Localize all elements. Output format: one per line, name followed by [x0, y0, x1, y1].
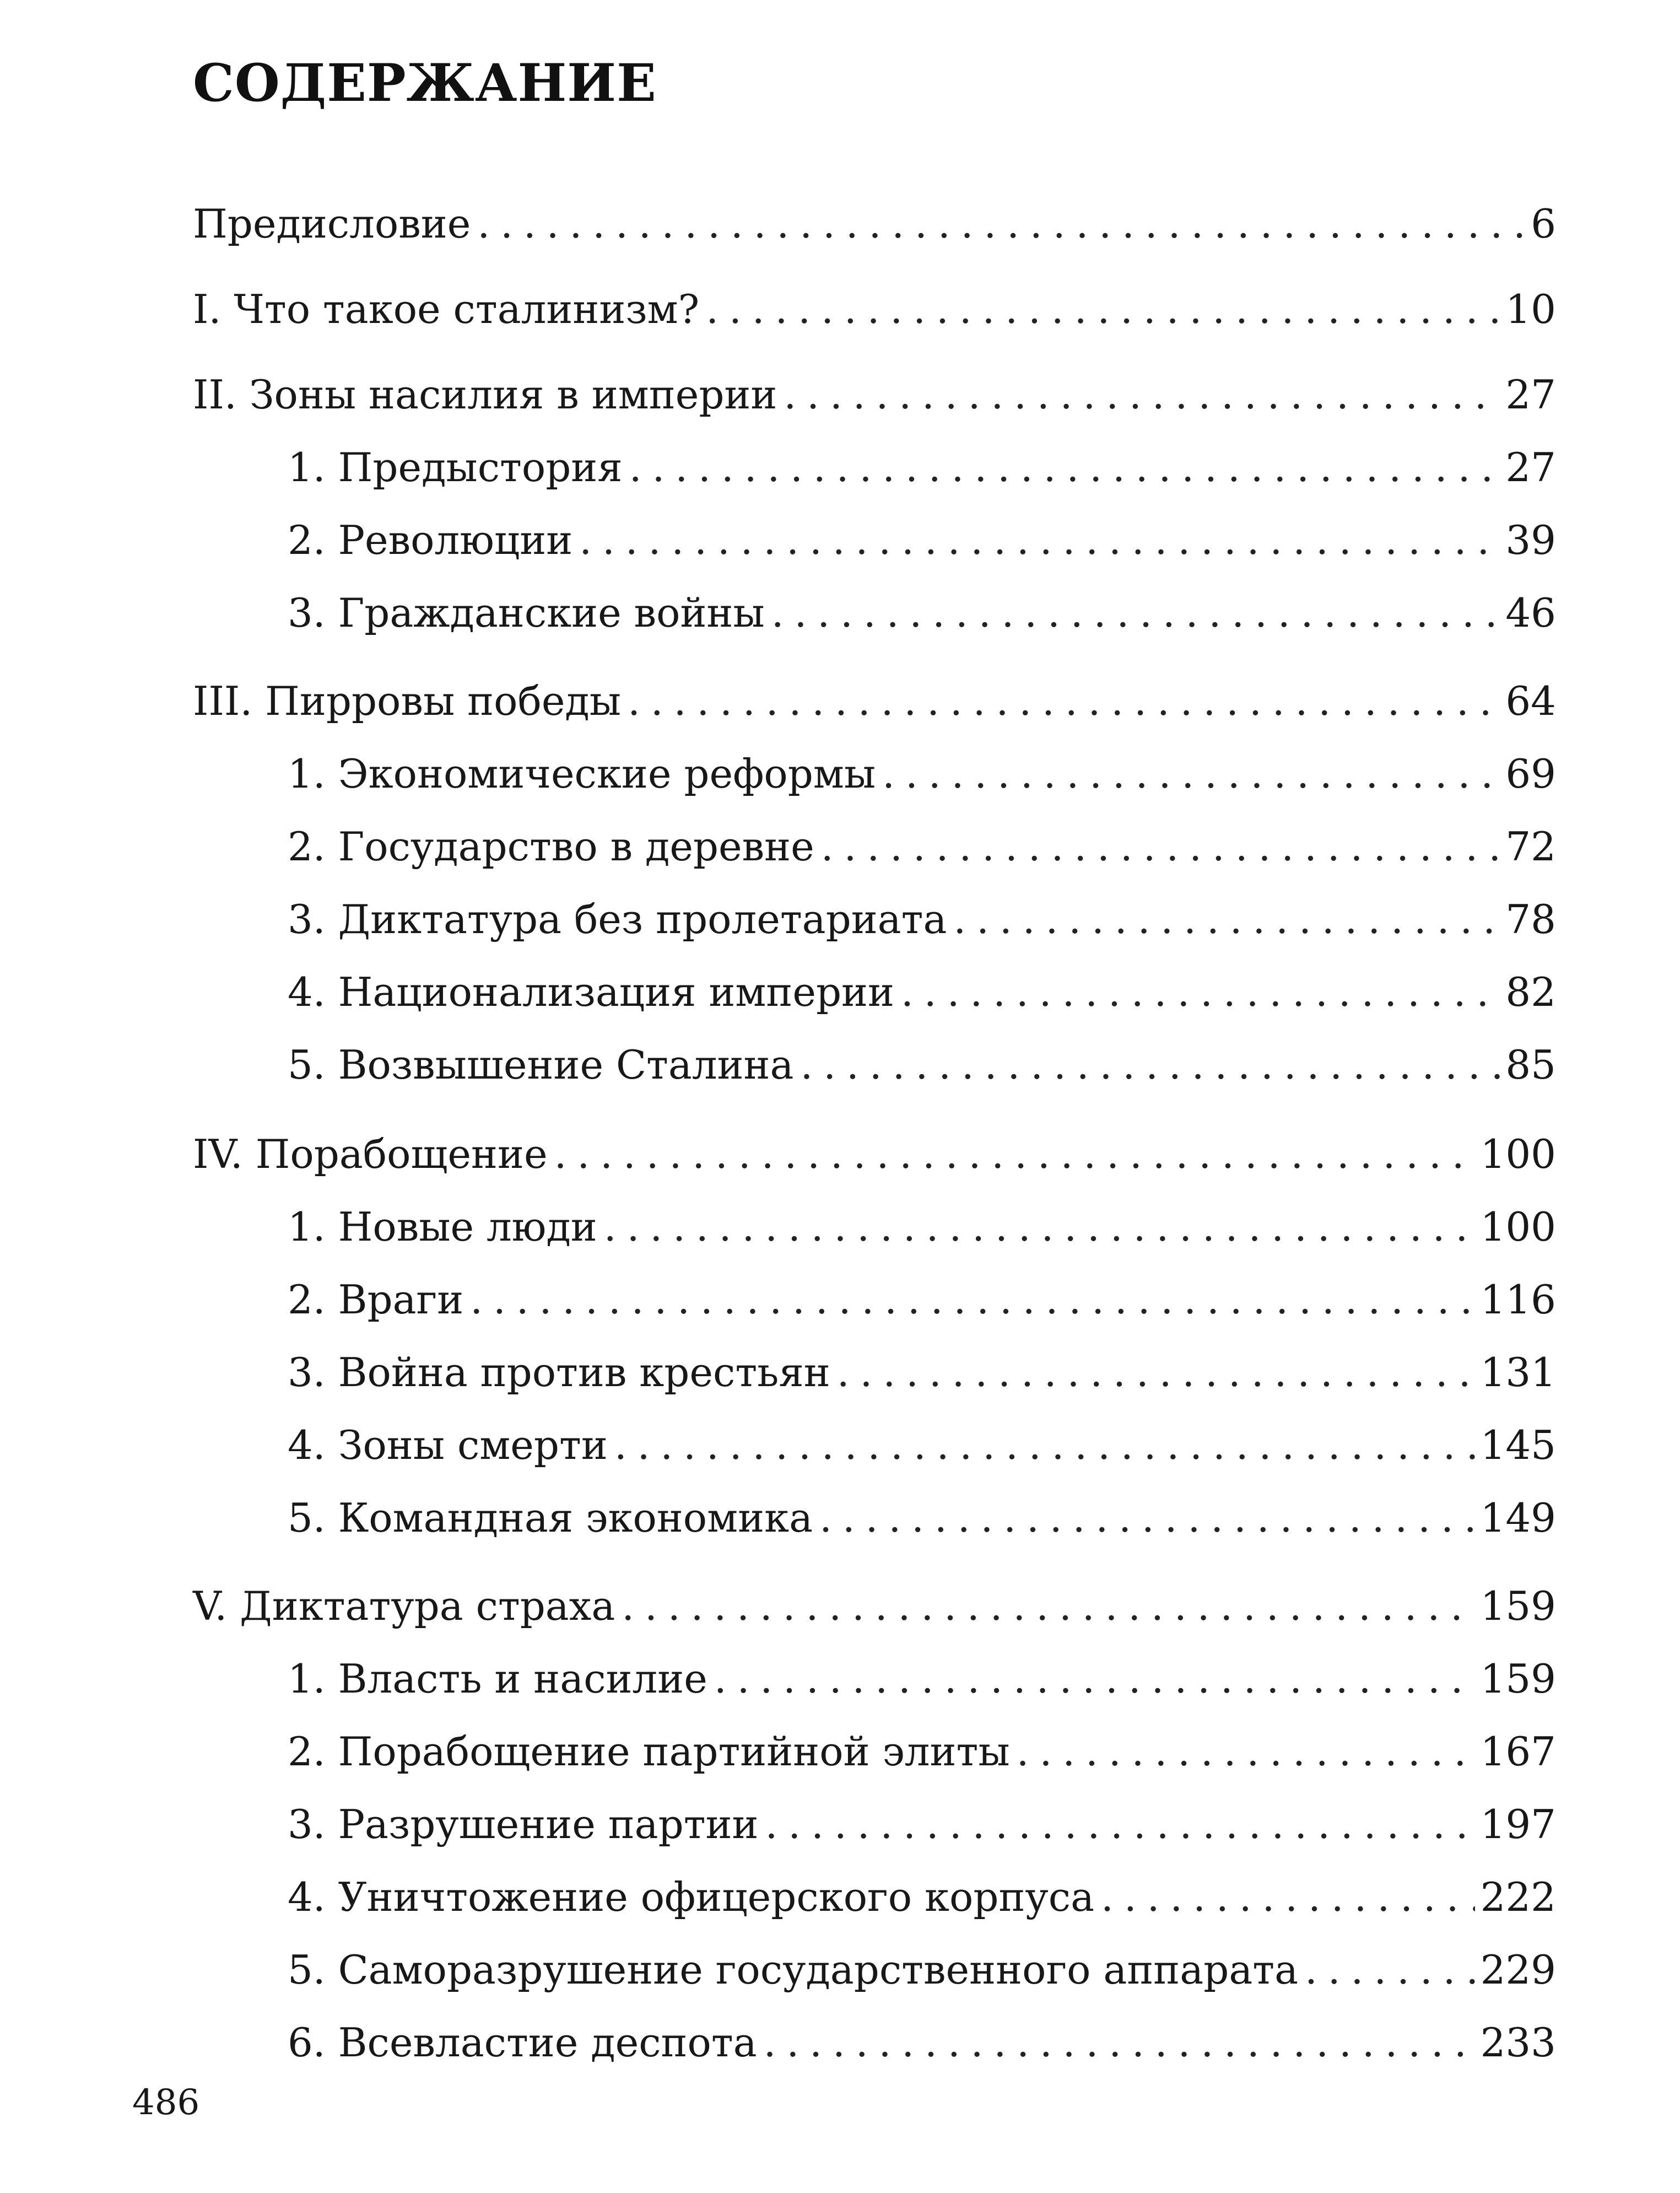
dot-leader [1305, 1950, 1475, 1990]
toc-entry-page: 159 [1480, 1583, 1556, 1629]
dot-leader [1101, 1877, 1475, 1917]
toc-section[interactable] [288, 1204, 1556, 1250]
dot-leader [819, 1498, 1475, 1538]
dot-leader [579, 520, 1500, 560]
toc-entry-label: 4. Национализация империи [288, 969, 895, 1015]
toc-section[interactable] [288, 969, 1556, 1015]
dot-leader [629, 448, 1500, 487]
toc-section[interactable] [288, 896, 1556, 942]
toc-entry-page: 27 [1505, 371, 1556, 418]
toc-entry-label: II. Зоны насилия в империи [193, 371, 777, 418]
toc-entry-label: 1. Предыстория [288, 444, 623, 491]
toc-entry-label: IV. Порабощение [193, 1131, 548, 1177]
toc-entry-page: 222 [1480, 1874, 1556, 1920]
toc-entry-page: 100 [1480, 1204, 1556, 1250]
toc-section[interactable] [288, 2019, 1556, 2066]
toc-chapter-4[interactable] [193, 1131, 1556, 1177]
toc-entry-page: 229 [1480, 1947, 1556, 1993]
dot-leader [765, 1804, 1475, 1844]
toc-chapter-1[interactable] [193, 286, 1556, 332]
toc-entry-page: 46 [1505, 590, 1556, 636]
table-of-contents [193, 0, 1556, 2193]
dot-leader [784, 375, 1500, 414]
toc-section[interactable] [288, 1495, 1556, 1541]
toc-entry-label: 5. Возвышение Сталина [288, 1042, 794, 1088]
dot-leader [821, 827, 1500, 866]
toc-section[interactable] [288, 1349, 1556, 1395]
toc-section[interactable] [288, 1276, 1556, 1323]
toc-entry-label: 2. Порабощение партийной элиты [288, 1728, 1010, 1775]
dot-leader [882, 754, 1500, 794]
toc-chapter-3[interactable] [193, 678, 1556, 724]
toc-entry-label: 2. Враги [288, 1276, 464, 1323]
toc-entry-label: 3. Война против крестьян [288, 1349, 830, 1395]
toc-entry-label: 2. Революции [288, 517, 573, 563]
toc-entry-preface[interactable] [193, 201, 1556, 247]
toc-entry-page: 131 [1480, 1349, 1556, 1395]
dot-leader [953, 899, 1500, 939]
toc-section[interactable] [288, 1728, 1556, 1775]
contents-heading: СОДЕРЖАНИЕ [193, 53, 657, 114]
dot-leader [764, 2023, 1475, 2062]
toc-section[interactable] [288, 1874, 1556, 1920]
toc-entry-label: 1. Экономические реформы [288, 751, 876, 797]
toc-section[interactable] [288, 1042, 1556, 1088]
toc-section[interactable] [288, 444, 1556, 491]
dot-leader [622, 1586, 1474, 1626]
toc-entry-label: 2. Государство в деревне [288, 823, 814, 870]
toc-entry-label: 5. Командная экономика [288, 1495, 813, 1541]
dot-leader [706, 289, 1500, 329]
toc-section[interactable] [288, 590, 1556, 636]
toc-entry-label: I. Что такое сталинизм? [193, 286, 700, 332]
toc-section[interactable] [288, 1422, 1556, 1468]
toc-entry-page: 69 [1505, 751, 1556, 797]
dot-leader [604, 1207, 1475, 1247]
toc-entry-label: 1. Новые люди [288, 1204, 597, 1250]
toc-entry-label: 4. Уничтожение офицерского корпуса [288, 1874, 1095, 1920]
toc-entry-label: III. Пирровы победы [193, 678, 622, 724]
toc-entry-page: 10 [1505, 286, 1556, 332]
toc-chapter-2[interactable] [193, 371, 1556, 418]
page-number: 486 [132, 2082, 200, 2123]
toc-entry-label: 4. Зоны смерти [288, 1422, 608, 1468]
dot-leader [771, 593, 1500, 633]
toc-chapter-5[interactable] [193, 1583, 1556, 1629]
toc-entry-page: 145 [1480, 1422, 1556, 1468]
toc-entry-page: 72 [1505, 823, 1556, 870]
toc-entry-page: 149 [1480, 1495, 1556, 1541]
toc-entry-page: 100 [1480, 1131, 1556, 1177]
dot-leader [1017, 1732, 1475, 1771]
toc-section[interactable] [288, 1801, 1556, 1847]
dot-leader [901, 972, 1500, 1012]
toc-entry-page: 116 [1480, 1276, 1556, 1323]
toc-entry-page: 64 [1505, 678, 1556, 724]
dot-leader [614, 1425, 1475, 1465]
dot-leader [714, 1659, 1475, 1699]
toc-entry-label: 5. Саморазрушение государственного аппарата [288, 1947, 1298, 1993]
toc-entry-page: 6 [1531, 201, 1556, 247]
toc-entry-label: 3. Диктатура без пролетариата [288, 896, 947, 942]
toc-entry-label: 6. Всевластие деспота [288, 2019, 757, 2066]
dot-leader [628, 681, 1500, 721]
dot-leader [800, 1045, 1500, 1085]
toc-entry-page: 27 [1505, 444, 1556, 491]
dot-leader [554, 1134, 1475, 1174]
dot-leader [470, 1280, 1474, 1319]
toc-section[interactable] [288, 517, 1556, 563]
toc-entry-label: 3. Гражданские войны [288, 590, 765, 636]
toc-section[interactable] [288, 823, 1556, 870]
dot-leader [477, 204, 1525, 244]
toc-entry-label: Предисловие [193, 201, 471, 247]
toc-entry-page: 233 [1480, 2019, 1556, 2066]
toc-entry-page: 197 [1480, 1801, 1556, 1847]
toc-section[interactable] [288, 1656, 1556, 1702]
dot-leader [837, 1353, 1475, 1392]
toc-entry-page: 159 [1480, 1656, 1556, 1702]
toc-entry-page: 167 [1480, 1728, 1556, 1775]
toc-entry-label: V. Диктатура страха [193, 1583, 615, 1629]
toc-entry-page: 85 [1505, 1042, 1556, 1088]
toc-entry-page: 39 [1505, 517, 1556, 563]
toc-section[interactable] [288, 751, 1556, 797]
toc-section[interactable] [288, 1947, 1556, 1993]
toc-entry-page: 78 [1505, 896, 1556, 942]
toc-entry-page: 82 [1505, 969, 1556, 1015]
toc-entry-label: 3. Разрушение партии [288, 1801, 759, 1847]
toc-entry-label: 1. Власть и насилие [288, 1656, 707, 1702]
